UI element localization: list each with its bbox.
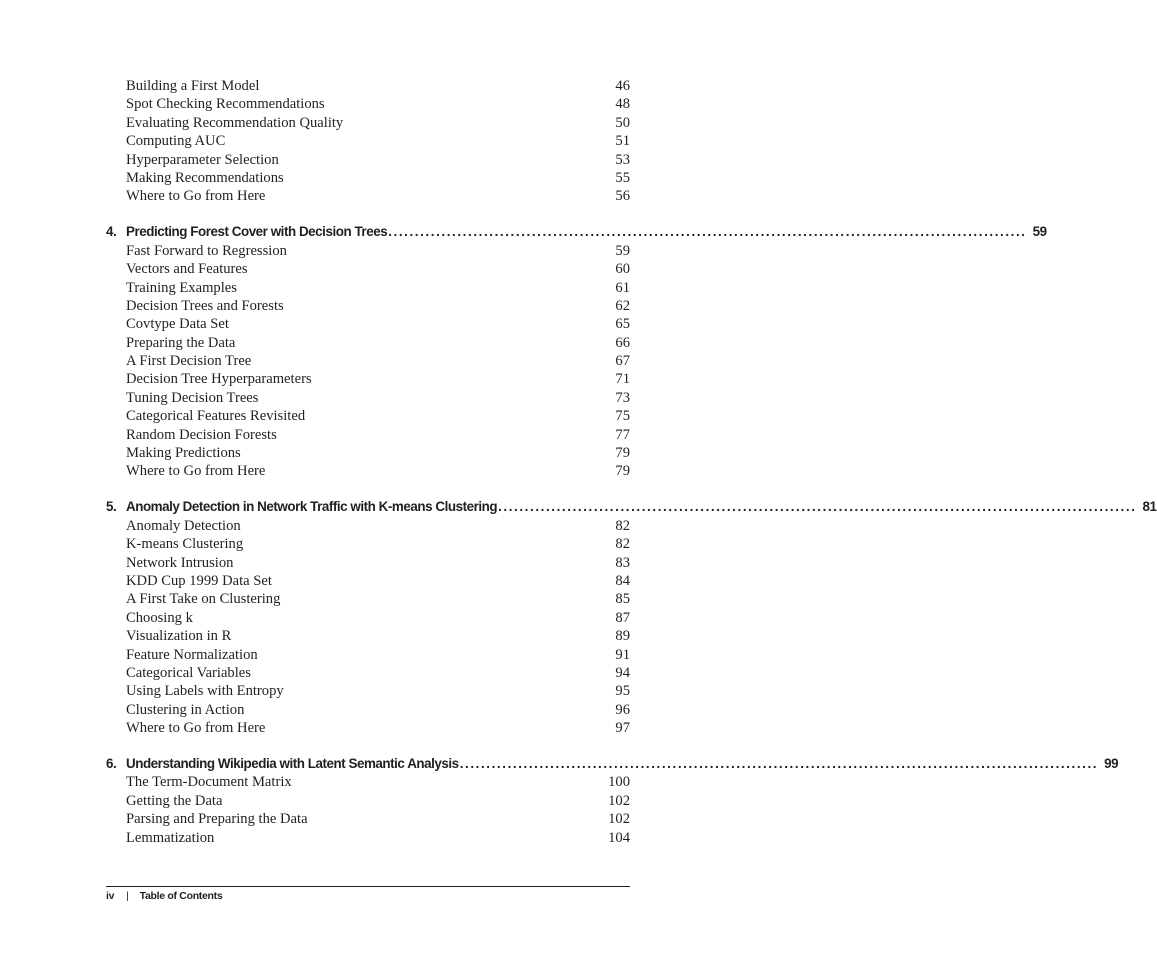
section-title: Covtype Data Set — [126, 316, 229, 333]
toc-section-entry[interactable] — [106, 810, 630, 828]
section-page-number: 96 — [615, 701, 630, 718]
section-title: Training Examples — [126, 279, 237, 296]
toc-section-entry[interactable] — [106, 426, 630, 444]
section-page-number: 102 — [608, 792, 630, 809]
section-title: Choosing k — [126, 609, 193, 626]
section-title: Getting the Data — [126, 792, 223, 809]
section-page-number: 79 — [615, 463, 630, 480]
section-title: Evaluating Recommendation Quality — [126, 114, 344, 131]
section-page-number: 66 — [615, 334, 630, 351]
section-page-number: 59 — [615, 242, 630, 259]
toc-section-entry[interactable] — [106, 77, 630, 95]
section-title: Network Intrusion — [126, 554, 234, 571]
section-page-number: 61 — [615, 279, 630, 296]
section-page-number: 100 — [608, 774, 630, 791]
section-title: Where to Go from Here — [126, 188, 266, 205]
section-page-number: 60 — [615, 261, 630, 278]
toc-chapter-entry[interactable] — [106, 223, 1047, 241]
section-page-number: 87 — [615, 609, 630, 626]
toc-section-entry[interactable] — [106, 535, 630, 553]
section-page-number: 85 — [615, 591, 630, 608]
section-page-number: 79 — [615, 445, 630, 462]
section-title: Tuning Decision Trees — [126, 389, 259, 406]
section-title: Parsing and Preparing the Data — [126, 811, 308, 828]
toc-section-entry[interactable] — [106, 169, 630, 187]
section-page-number: 62 — [615, 297, 630, 314]
footer-separator: | — [126, 890, 129, 902]
chapter-number: 6. — [106, 756, 117, 772]
section-page-number: 82 — [615, 536, 630, 553]
section-title: Making Predictions — [126, 445, 241, 462]
section-page-number: 65 — [615, 316, 630, 333]
chapter-title: Predicting Forest Cover with Decision Trees — [126, 224, 388, 240]
section-page-number: 67 — [615, 353, 630, 370]
section-page-number: 50 — [615, 114, 630, 131]
section-title: Building a First Model — [126, 78, 260, 94]
section-page-number: 91 — [615, 646, 630, 663]
toc-section-entry[interactable] — [106, 792, 630, 810]
toc-section-entry[interactable] — [106, 187, 630, 205]
section-title: Fast Forward to Regression — [126, 242, 287, 259]
toc-section-entry[interactable] — [106, 554, 630, 572]
section-title: KDD Cup 1999 Data Set — [126, 572, 272, 589]
chapter-page-number: 99 — [1104, 756, 1119, 772]
section-title: Decision Trees and Forests — [126, 297, 284, 314]
section-title: K-means Clustering — [126, 536, 244, 553]
section-title: Making Recommendations — [126, 169, 284, 186]
section-page-number: 48 — [615, 96, 630, 113]
chapter-title: Anomaly Detection in Network Traffic with K-means Clustering — [126, 499, 498, 515]
section-title: Hyperparameter Selection — [126, 151, 279, 168]
section-page-number: 71 — [615, 371, 630, 388]
section-title: Where to Go from Here — [126, 720, 266, 737]
toc-section-entry[interactable] — [106, 517, 630, 535]
section-title: Categorical Features Revisited — [126, 408, 306, 425]
section-title: Where to Go from Here — [126, 463, 266, 480]
section-page-number: 104 — [608, 829, 630, 846]
toc-section-entry[interactable] — [106, 444, 630, 462]
section-title: The Term-Document Matrix — [126, 774, 292, 791]
section-title: Random Decision Forests — [126, 426, 277, 443]
toc-section-entry[interactable] — [106, 334, 630, 352]
toc-section-entry[interactable] — [106, 664, 630, 682]
section-page-number: 55 — [615, 169, 630, 186]
section-title: Anomaly Detection — [126, 517, 241, 534]
section-page-number: 77 — [615, 426, 630, 443]
section-title: Computing AUC — [126, 133, 226, 150]
toc-section-entry[interactable] — [106, 297, 630, 315]
chapter-number: 4. — [106, 224, 117, 240]
section-title: Lemmatization — [126, 829, 215, 846]
footer-title: Table of Contents — [139, 890, 223, 902]
section-title: Decision Tree Hyperparameters — [126, 371, 312, 388]
section-page-number: 53 — [615, 151, 630, 168]
toc-chapter-entry[interactable] — [106, 755, 1119, 773]
toc-section-entry[interactable] — [106, 279, 630, 297]
section-page-number: 95 — [615, 683, 630, 700]
toc-section-entry[interactable] — [106, 682, 630, 700]
chapter-title: Understanding Wikipedia with Latent Semantic Analysis — [126, 756, 459, 772]
toc-section-entry[interactable] — [106, 590, 630, 608]
toc-section-entry[interactable] — [106, 370, 630, 388]
dot-leader: ........................................................................................................................ — [498, 499, 1137, 515]
chapter-page-number: 81 — [1142, 499, 1157, 515]
footer-rule — [106, 886, 630, 887]
section-page-number: 75 — [615, 408, 630, 425]
section-title: Preparing the Data — [126, 334, 236, 351]
toc-section-entry[interactable] — [106, 646, 630, 664]
section-title: Feature Normalization — [126, 646, 258, 663]
section-title: Vectors and Features — [126, 261, 248, 278]
section-page-number: 89 — [615, 628, 630, 645]
page-footer — [106, 890, 222, 902]
chapter-number: 5. — [106, 499, 117, 515]
toc-section-entry[interactable] — [106, 260, 630, 278]
toc-section-entry[interactable] — [106, 352, 630, 370]
section-page-number: 82 — [615, 517, 630, 534]
section-title: Visualization in R — [126, 628, 232, 645]
chapter-page-number: 59 — [1032, 224, 1047, 240]
section-page-number: 73 — [615, 389, 630, 406]
footer-page-number: iv — [106, 890, 115, 902]
section-page-number: 56 — [615, 188, 630, 205]
toc-section-entry[interactable] — [106, 609, 630, 627]
section-title: Spot Checking Recommendations — [126, 96, 325, 113]
toc-section-entry[interactable] — [106, 132, 630, 150]
toc-section-entry[interactable] — [106, 773, 630, 791]
toc-section-entry[interactable] — [106, 719, 630, 737]
section-page-number: 97 — [615, 720, 630, 737]
toc-section-entry[interactable] — [106, 151, 630, 169]
toc-section-entry[interactable] — [106, 95, 630, 113]
toc-section-entry[interactable] — [106, 462, 630, 480]
section-page-number: 94 — [615, 664, 630, 681]
toc-chapter-entry[interactable] — [106, 498, 1157, 516]
section-title: Clustering in Action — [126, 701, 245, 718]
section-title: Using Labels with Entropy — [126, 683, 284, 700]
section-title: A First Take on Clustering — [126, 591, 281, 608]
section-title: A First Decision Tree — [126, 353, 252, 370]
toc-section-entry[interactable] — [106, 389, 630, 407]
section-page-number: 83 — [615, 554, 630, 571]
table-of-contents — [106, 77, 1157, 847]
section-page-number: 46 — [615, 78, 630, 94]
toc-section-entry[interactable] — [106, 572, 630, 590]
toc-section-entry[interactable] — [106, 701, 630, 719]
section-page-number: 84 — [615, 572, 630, 589]
dot-leader: ........................................................................................................................ — [459, 756, 1099, 772]
dot-leader: ........................................................................................................................ — [388, 224, 1027, 240]
toc-section-entry[interactable] — [106, 114, 630, 132]
toc-section-entry[interactable] — [106, 829, 630, 847]
toc-section-entry[interactable] — [106, 627, 630, 645]
toc-section-entry[interactable] — [106, 315, 630, 333]
section-page-number: 102 — [608, 811, 630, 828]
toc-section-entry[interactable] — [106, 407, 630, 425]
toc-section-entry[interactable] — [106, 242, 630, 260]
section-title: Categorical Variables — [126, 664, 251, 681]
section-page-number: 51 — [615, 133, 630, 150]
